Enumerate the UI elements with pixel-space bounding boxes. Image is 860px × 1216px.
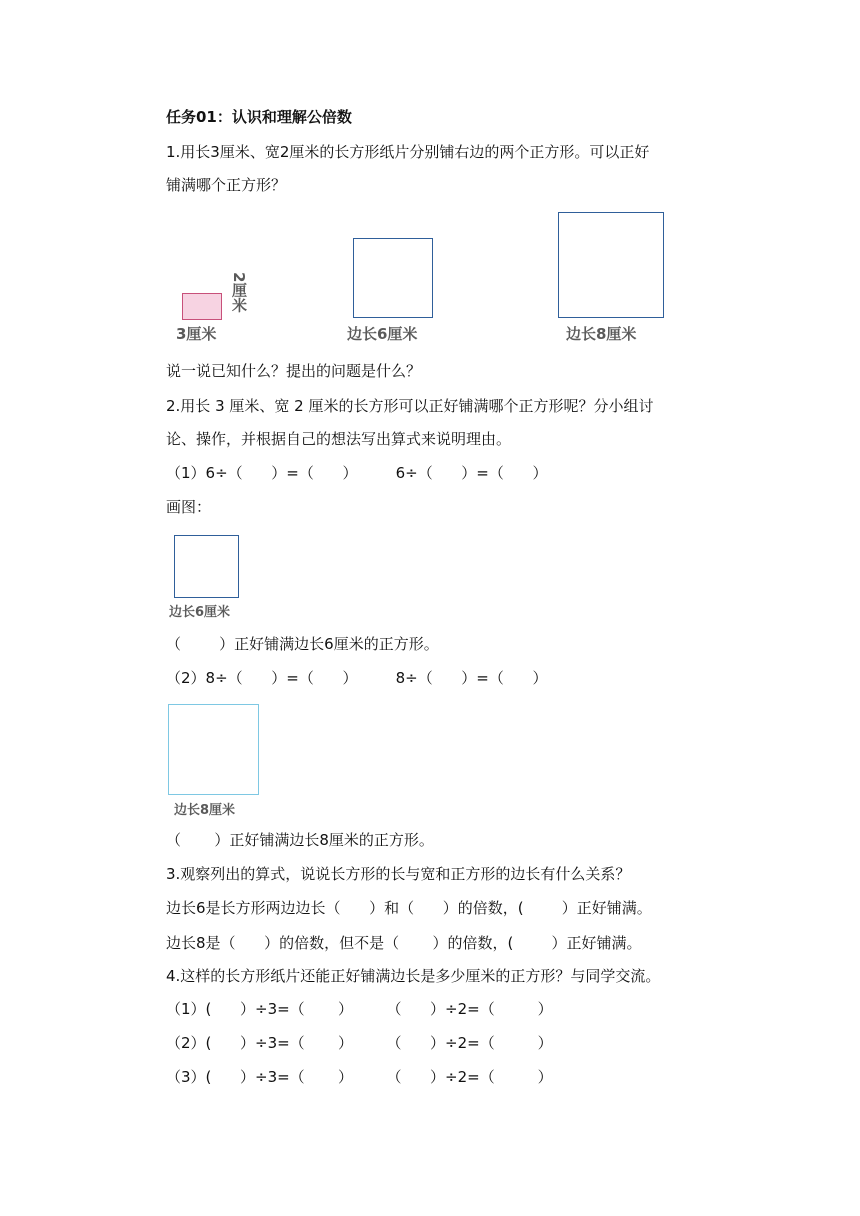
q3-line1: 3.观察列出的算式，说说长方形的长与宽和正方形的边长有什么关系？ xyxy=(166,865,631,883)
q2-line2: 论、操作，并根据自己的想法写出算式来说明理由。 xyxy=(166,430,512,448)
q4-row-3: （3）( ）÷3=（ ） （ ）÷2=（ ） xyxy=(166,1068,553,1086)
drawing-square-6 xyxy=(174,535,239,598)
q2-part1-answer: （ ）正好铺满边长6厘米的正方形。 xyxy=(166,635,439,653)
q4-line1: 4.这样的长方形纸片还能正好铺满边长是多少厘米的正方形？与同学交流。 xyxy=(166,967,661,985)
rect-height-label: 2厘米 xyxy=(230,272,248,313)
square8-label: 边长8厘米 xyxy=(566,325,637,343)
q2-part2-answer: （ ）正好铺满边长8厘米的正方形。 xyxy=(166,831,434,849)
q3-line2: 边长6是长方形两边边长（ ）和（ ）的倍数，( ）正好铺满。 xyxy=(166,899,652,917)
drawing-square-8 xyxy=(168,704,259,795)
q1-prompt: 说一说已知什么？提出的问题是什么？ xyxy=(166,362,422,380)
task-title: 任务01：认识和理解公倍数 xyxy=(166,108,352,126)
q2-part1-expression: （1）6÷（ ）=（ ） 6÷（ ）=（ ） xyxy=(166,464,548,482)
square-side-8 xyxy=(558,212,664,318)
q4-row-1: （1）( ）÷3=（ ） （ ）÷2=（ ） xyxy=(166,1000,553,1018)
q2-line1: 2.用长 3 厘米、宽 2 厘米的长方形可以正好铺满哪个正方形呢？分小组讨 xyxy=(166,397,654,415)
draw-label: 画图： xyxy=(166,498,212,516)
q3-line3: 边长8是（ ）的倍数，但不是（ ）的倍数，( ）正好铺满。 xyxy=(166,934,642,952)
rect-width-label: 3厘米 xyxy=(176,325,217,343)
drawing-square8-label: 边长8厘米 xyxy=(174,803,236,818)
drawing-square6-label: 边长6厘米 xyxy=(169,605,231,620)
q2-part2-expression: （2）8÷（ ）=（ ） 8÷（ ）=（ ） xyxy=(166,669,548,687)
q1-line2: 铺满哪个正方形？ xyxy=(166,176,287,194)
q4-row-2: （2）( ）÷3=（ ） （ ）÷2=（ ） xyxy=(166,1034,553,1052)
square6-label: 边长6厘米 xyxy=(347,325,418,343)
square-side-6 xyxy=(353,238,433,318)
q1-line1: 1.用长3厘米、宽2厘米的长方形纸片分别铺右边的两个正方形。可以正好 xyxy=(166,143,650,161)
pink-rectangle xyxy=(182,293,222,320)
